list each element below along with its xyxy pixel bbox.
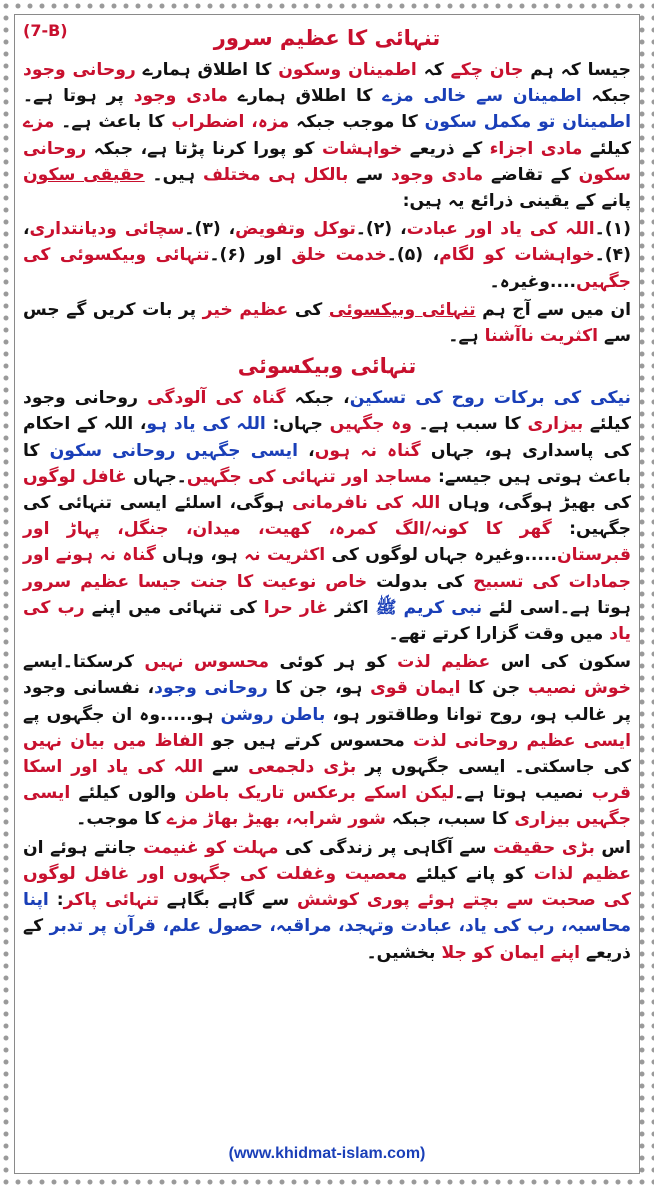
text-run: کی جاسکتی۔ ایسی جگہوں پر — [356, 757, 631, 778]
text-run: پانے کے یقینی ذرائع یہ ہیں: — [402, 191, 631, 212]
text-run: جیسا کہ ہم — [523, 60, 631, 80]
text-run: اکثر — [327, 597, 376, 618]
text-run: بڑی حقیقت — [492, 837, 595, 858]
text-run: کا اطلاق ہمارے — [135, 60, 279, 80]
text-run: الفاظ میں بیان نہیں — [23, 730, 204, 751]
text-run: کی بدولت — [367, 571, 474, 592]
text-run: : — [48, 890, 64, 911]
text-run: کو پانے کیلئے — [407, 863, 534, 884]
text-run: کا باعث ہوتی ہیں جیسے: — [23, 440, 632, 487]
text-run: ایمان قوی — [370, 678, 461, 699]
text-run: خدمت خلق — [291, 245, 387, 266]
text-run: ، (۴)۔ — [23, 219, 632, 266]
text-run: سکون کی اس — [490, 652, 631, 673]
text-run: خواہشات کو لگام — [439, 245, 595, 266]
text-run: ایسی جگہیں روحانی سکون — [49, 440, 298, 461]
text-run: نبی کریم ﷺ — [375, 597, 483, 618]
text-run: تنہائی وبیکسوئی — [328, 299, 476, 320]
text-run: گناہ کی آلودگی — [147, 388, 286, 409]
text-run: ، (۳)۔ — [184, 219, 236, 240]
text-run: ، (۵)۔ — [386, 245, 440, 266]
text-run: کی — [288, 299, 329, 320]
text-run: رب کی یاد — [23, 597, 631, 645]
paragraph-means-list — [23, 216, 631, 295]
text-run: (۱)۔ — [594, 219, 631, 240]
text-run: عظیم لذات — [533, 863, 631, 884]
text-run: محسوس نہیں — [144, 652, 270, 673]
text-run: .....وغیرہ جہاں لوگوں کی — [325, 545, 557, 566]
text-run: حقیقی سکون — [23, 164, 145, 185]
text-run: خوش نصیب — [527, 678, 631, 699]
text-run: اللہ کی یاد ہو — [146, 414, 266, 435]
article-card — [14, 14, 640, 1174]
text-run: مزے — [23, 112, 55, 133]
text-run: مادی وجود — [390, 164, 484, 185]
text-run: اپنا محاسبہ، رب کی یاد، عبادت وتہجد، مراقبہ، حصول علم، قرآن پر تدبر — [23, 890, 631, 937]
text-run: خاص نوعیت کا جنت جیسا عظیم سرور — [23, 571, 368, 592]
text-run: تنہائی پاکر — [63, 890, 159, 911]
text-run: سچائی ودیانتداری — [29, 219, 185, 240]
text-run: معصیت وغفلت کی جگہوں اور غافل لوگوں کی صحبت سے بچتے ہوئے پوری کوشش — [23, 863, 632, 911]
text-run: مادی اجزاء — [489, 138, 583, 159]
text-run: ، — [297, 440, 315, 461]
website-url[interactable]: (www.khidmat-islam.com) — [228, 1145, 426, 1162]
text-run: سے — [348, 164, 391, 185]
text-run: اطمینان تو مکمل سکون — [424, 112, 631, 133]
text-run: کا سبب ہے۔ — [412, 414, 528, 435]
text-run: ہو، وہاں — [155, 545, 245, 566]
text-run: بخشیں۔ — [366, 942, 442, 963]
text-run: مزہ، اضطراب — [171, 112, 290, 133]
text-run: سے — [203, 757, 249, 778]
paragraph-intro — [23, 57, 631, 214]
text-run: سے گاہے بگاہے — [158, 890, 298, 911]
text-run: اپنے ایمان کو جلا — [441, 942, 581, 963]
text-run: جہاں: — [265, 414, 330, 435]
text-run: ہو.....وہ ان جگہوں پے — [23, 704, 221, 725]
text-run: ہوگی، اسلئے ایسی تنہائی کی جگہیں: — [23, 493, 631, 540]
section-title: تنہائی وبیکسوئی — [237, 354, 417, 379]
text-run: بیزاری — [527, 414, 584, 435]
text-run: ہے۔ — [448, 326, 485, 347]
text-run: کے ذریعے — [23, 916, 631, 963]
text-run: تنہائی وبیکسوئی کی جگہیں — [23, 245, 631, 292]
text-run: کو ہر کوئی — [269, 652, 398, 673]
text-run: محسوس کرتے ہیں جو — [203, 730, 414, 751]
text-run: ۔جہاں — [126, 466, 187, 487]
text-run: کرسکتا۔ایسے — [23, 652, 145, 673]
text-run: کے تقاضے — [483, 164, 579, 185]
text-run: جن کا — [460, 678, 528, 699]
text-run: روحانی وجود کیلئے — [23, 388, 631, 435]
text-run: سے آگاہی پر زندگی کی — [278, 837, 493, 858]
text-run: غار حرا — [263, 597, 328, 618]
text-run: لیکن اسکے برعکس تاریک باطن — [184, 783, 455, 804]
text-run: ان میں سے آج ہم — [475, 299, 632, 320]
text-run: پر ہوتا ہے۔ — [23, 86, 134, 107]
text-run: نصیب ہوتا ہے۔ — [454, 783, 592, 804]
text-run: کا موجب۔ — [76, 809, 167, 830]
paragraph-advice — [23, 835, 631, 966]
text-run: اللہ کی یاد اور عبادت — [406, 219, 595, 240]
text-run: بالکل ہی مختلف — [202, 164, 349, 185]
text-run: خواہشات — [321, 138, 403, 159]
text-run: اللہ کی نافرمانی — [292, 493, 441, 514]
text-run: نیکی کی برکات روح کی تسکین — [349, 388, 632, 409]
text-run: جبکہ — [581, 86, 631, 107]
text-run: پر بات کریں گے جس سے — [23, 299, 631, 347]
text-run: کا اطلاق ہمارے — [227, 86, 383, 107]
text-run: اللہ کی یاد اور اسکا قرب — [23, 757, 631, 804]
text-run: جان چکے — [450, 60, 524, 80]
paragraph-topic — [23, 297, 631, 349]
text-run: شور شرابہ، بھیڑ بھاڑ مزے — [166, 809, 386, 830]
text-run: ، اللہ کے احکام کی پاسداری ہو، جہاں — [23, 414, 631, 461]
text-run: روحانی وجود — [154, 678, 268, 699]
text-run: کا سبب، جبکہ — [385, 809, 515, 830]
text-run: روحانی سکون — [23, 138, 631, 185]
text-run: توکل وتفویض — [235, 219, 356, 240]
text-run: کے ذریعے — [402, 138, 490, 159]
text-run: کیلئے — [582, 138, 631, 159]
text-run: بڑی دلجمعی — [248, 757, 357, 778]
article-body — [23, 23, 631, 968]
text-run: میں وقت گزارا کرتے تھے۔ — [388, 624, 610, 645]
main-title: تنہائی کا عظیم سرور — [213, 26, 441, 50]
text-run: کی تنہائی میں اپنے — [84, 597, 264, 618]
text-run: روحانی وجود — [23, 60, 136, 80]
text-run: اطمینان سے خالی مزے — [382, 86, 582, 107]
paragraph-pleasure — [23, 649, 631, 832]
text-run: باطن روشن — [220, 704, 326, 725]
paragraph-places — [23, 385, 631, 647]
text-run: اور (۶)۔ — [209, 245, 292, 266]
text-run: ہوتا ہے۔اسی لئے — [482, 597, 631, 618]
text-run: ، جبکہ — [285, 388, 350, 409]
text-run: ہیں۔ — [144, 164, 203, 185]
page-badge: (7-B) — [23, 21, 68, 40]
text-run: کہ — [416, 60, 451, 80]
text-run: گناہ نہ ہوں — [314, 440, 421, 461]
text-run: ....وغیرہ۔ — [489, 271, 577, 292]
text-run: اس — [594, 837, 632, 858]
text-run: ایسی جگہیں بیزاری — [23, 783, 631, 830]
text-run: گھر کا کونہ/الگ کمرہ، کھیت، میدان، جنگل، پہاڑ اور قبرستان — [23, 519, 631, 566]
text-run: وہ جگہیں — [329, 414, 412, 435]
text-run: عظیم لذت — [397, 652, 491, 673]
text-run: اکثریت نہ — [244, 545, 326, 566]
text-run: اطمینان وسکون — [278, 60, 417, 80]
text-run: والوں کیلئے — [70, 783, 185, 804]
text-run: اکثریت ناآشنا — [484, 326, 599, 347]
text-run: ہو، جن کا — [267, 678, 371, 699]
text-run: مساجد اور تنہائی کی جگہیں — [186, 466, 432, 487]
text-run: کی بھیڑ ہوگی، وہاں — [440, 493, 631, 514]
text-run: گناہ نہ ہونے اور جمادات کی تسبیح — [23, 545, 631, 592]
text-run: ، (۲)۔ — [355, 219, 407, 240]
text-run: مہلت کو غنیمت — [143, 837, 279, 858]
text-run: کو پورا کرنا پڑتا ہے، جبکہ — [86, 138, 322, 159]
text-run: مادی وجود — [133, 86, 228, 107]
text-run: کا باعث ہے۔ — [54, 112, 172, 133]
text-run: کا موجب جبکہ — [289, 112, 425, 133]
text-run: جانتے ہوئے ان — [23, 837, 144, 858]
text-run: ، نفسانی وجود پر غالب ہو، روح توانا وطاقتور ہو، — [23, 678, 632, 725]
text-run: ایسی عظیم روحانی لذت — [413, 730, 631, 751]
text-run: عظیم خیر — [202, 299, 289, 320]
text-run: غافل لوگوں — [23, 466, 127, 487]
